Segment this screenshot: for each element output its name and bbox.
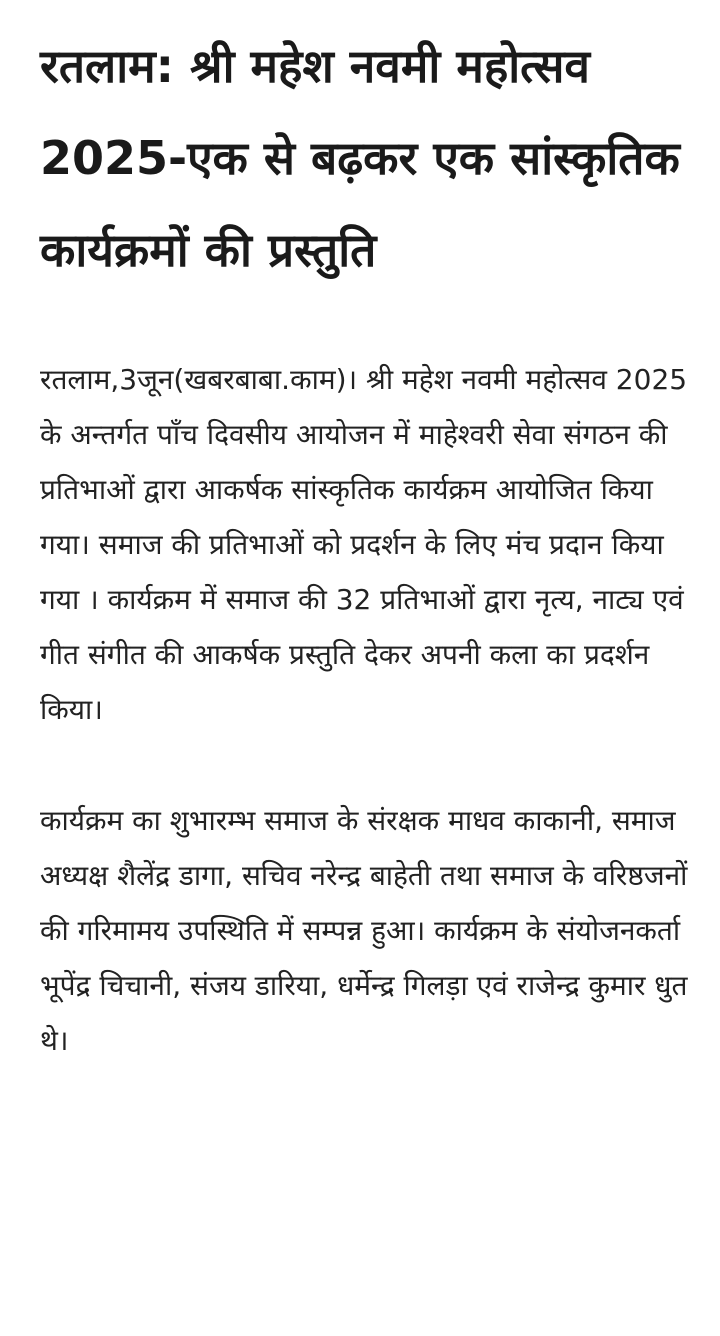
article-paragraph: रतलाम,3जून(खबरबाबा.काम)। श्री महेश नवमी महोत्सव 2025 के अन्तर्गत पाँच दिवसीय आयोजन में माहेश्वरी सेवा संगठन की प्रतिभाओं द्वारा आकर्षक सांस्कृतिक कार्यक्रम आयोजित किया गया। समाज की प्रतिभाओं को प्रदर्शन के लिए मंच प्रदान किया गया । कार्यक्रम में समाज की 32 प्रतिभाओं द्वारा नृत्य, नाट्य एवं गीत संगीत की आकर्षक प्रस्तुति देकर अपनी कला का प्रदर्शन किया।	[40, 363, 688, 726]
article-body	[40, 352, 690, 1068]
article	[40, 20, 690, 1068]
article-headline: रतलाम: श्री महेश नवमी महोत्सव 2025-एक से बढ़कर एक सांस्कृतिक कार्यक्रमों की प्रस्तुति	[40, 39, 680, 277]
article-paragraph: कार्यक्रम का शुभारम्भ समाज के संरक्षक माधव काकानी, समाज अध्यक्ष शैलेंद्र डागा, सचिव नरेन्द्र बाहेती तथा समाज के वरिष्ठजनों की गरिमामय उपस्थिति में सम्पन्न हुआ। कार्यक्रम के संयोजनकर्ता भूपेंद्र चिचानी, संजय डारिया, धर्मेन्द्र गिलड़ा एवं राजेन्द्र कुमार धुत थे।	[40, 804, 688, 1057]
